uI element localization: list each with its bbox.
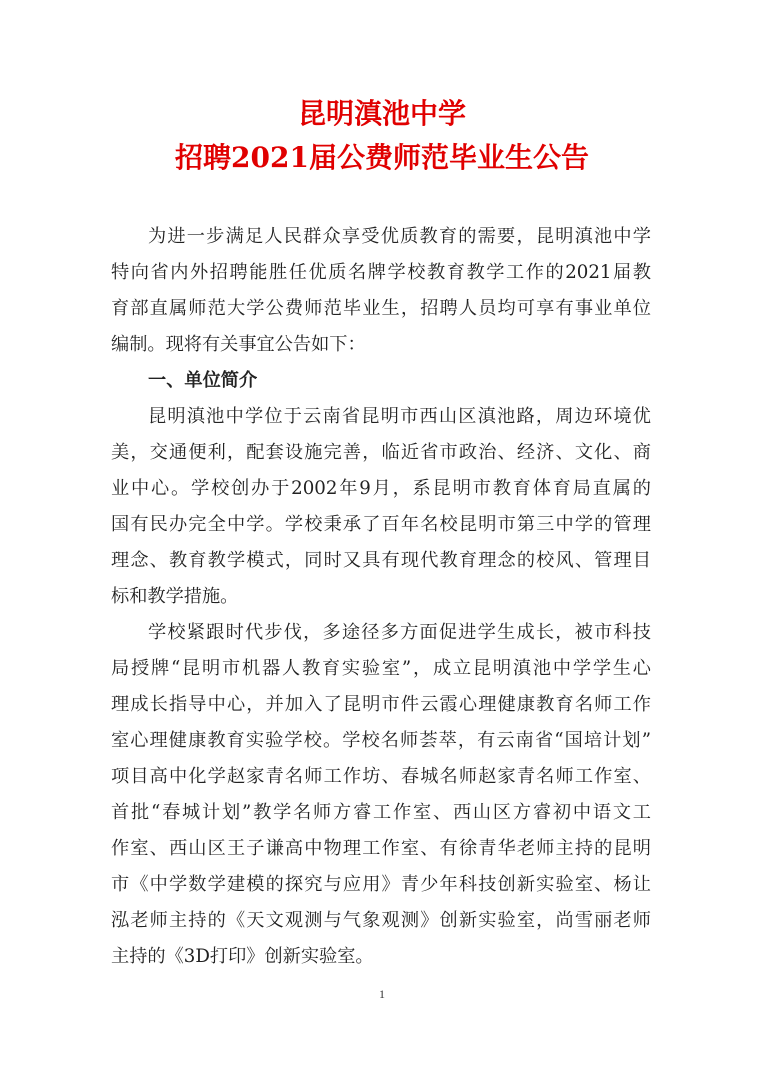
paragraph-3-line-6: 首批“春城计划”教学名师方睿工作室、西山区方睿初中语文工 <box>111 802 651 823</box>
paragraph-3-line-3: 理成长指导中心，并加入了昆明市件云霞心理健康教育名师工作 <box>111 694 651 715</box>
document-title-line-1: 昆明滇池中学 <box>297 97 466 130</box>
paragraph-2-line-3: 业中心。学校创办于2002年9月，系昆明市教育体育局直属的 <box>111 478 651 499</box>
paragraph-3-line-10: 主持的《3D打印》创新实验室。 <box>111 946 374 967</box>
paragraph-3-line-7: 作室、西山区王子谦高中物理工作室、有徐青华老师主持的昆明 <box>111 838 651 859</box>
paragraph-3-line-1: 学校紧跟时代步伐，多途径多方面促进学生成长，被市科技 <box>148 622 651 643</box>
paragraph-3-line-8: 市《中学数学建模的探究与应用》青少年科技创新实验室、杨让 <box>111 874 651 895</box>
paragraph-3-line-4: 室心理健康教育实验学校。学校名师荟萃，有云南省“国培计划” <box>111 730 651 751</box>
paragraph-2-line-6: 标和教学措施。 <box>111 586 239 607</box>
section-heading: 一、单位简介 <box>148 370 258 391</box>
document-title-line-2: 招聘2021届公费师范毕业生公告 <box>175 141 589 174</box>
paragraph-3-line-5: 项目高中化学赵家青名师工作坊、春城名师赵家青名师工作室、 <box>111 766 651 787</box>
paragraph-1-line-1: 为进一步满足人民群众享受优质教育的需要，昆明滇池中学 <box>148 226 651 247</box>
paragraph-2-line-4: 国有民办完全中学。学校秉承了百年名校昆明市第三中学的管理 <box>111 514 651 535</box>
paragraph-2-line-2: 美，交通便利，配套设施完善，临近省市政治、经济、文化、商 <box>111 442 651 463</box>
paragraph-3-line-2: 局授牌“昆明市机器人教育实验室”，成立昆明滇池中学学生心 <box>111 658 651 679</box>
paragraph-3-line-9: 泓老师主持的《天文观测与气象观测》创新实验室，尚雪丽老师 <box>111 910 651 931</box>
paragraph-2-line-1: 昆明滇池中学位于云南省昆明市西山区滇池路，周边环境优 <box>148 406 651 427</box>
paragraph-1-line-4: 编制。现将有关事宜公告如下： <box>111 334 366 355</box>
page-number: 1 <box>379 987 385 1001</box>
paragraph-1-line-2: 特向省内外招聘能胜任优质名牌学校教育教学工作的2021届教 <box>111 262 651 283</box>
paragraph-2-line-5: 理念、教育教学模式，同时又具有现代教育理念的校风、管理目 <box>111 550 651 571</box>
paragraph-1-line-3: 育部直属师范大学公费师范毕业生，招聘人员均可享有事业单位 <box>111 298 651 319</box>
